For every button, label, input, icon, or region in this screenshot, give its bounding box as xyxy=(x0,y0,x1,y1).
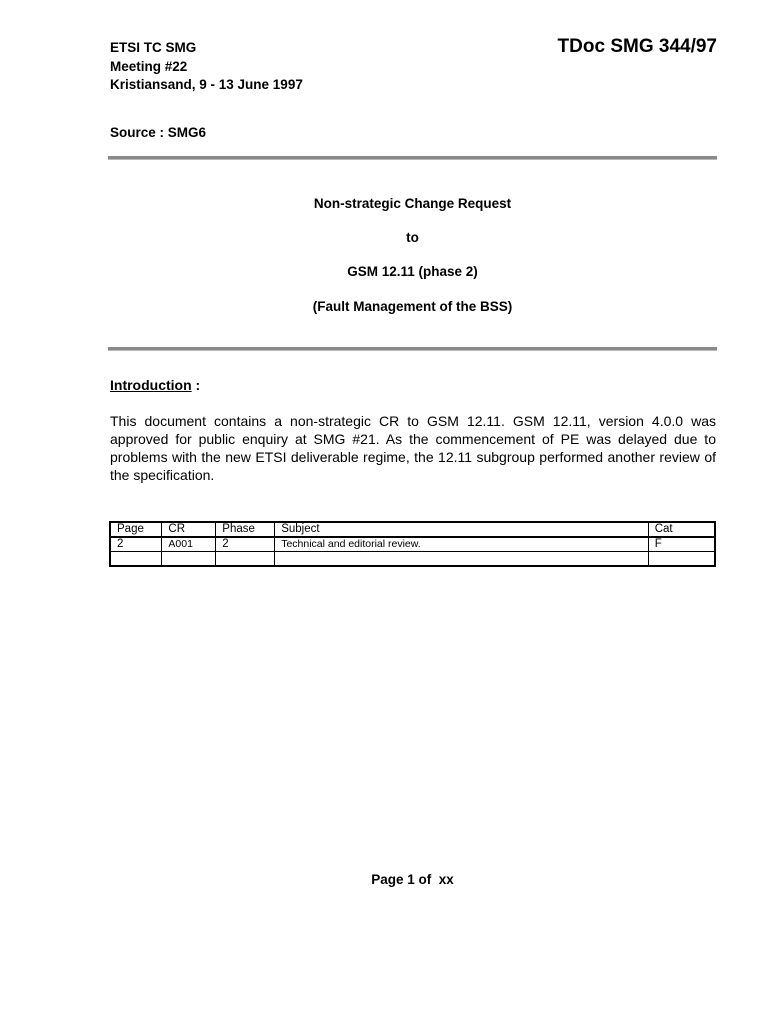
bottom-divider xyxy=(108,347,717,351)
cell-phase xyxy=(216,552,275,567)
cell-cr xyxy=(162,552,216,567)
title-line-1: Non-strategic Change Request xyxy=(313,196,512,211)
table-header-row xyxy=(110,522,715,537)
introduction-heading-text: Introduction xyxy=(110,377,192,393)
column-header-cat: Cat xyxy=(648,522,715,537)
introduction-body: This document contains a non-strategic CR to GSM 12.11. GSM 12.11, version 4.0.0 was approved for public enquiry at SMG #21. As the commencement of PE was delayed due to problems with the new ETSI deliverable regime, the 12.11 subgroup performed another review of the specification. xyxy=(110,413,716,483)
column-header-subject: Subject xyxy=(275,522,649,537)
cell-page: 2 xyxy=(110,537,162,552)
title-line-2: to xyxy=(406,230,419,245)
change-request-table xyxy=(109,521,716,567)
cell-page xyxy=(110,552,162,567)
cell-cat xyxy=(648,552,715,567)
table-row xyxy=(110,552,715,567)
column-header-phase: Phase xyxy=(216,522,275,537)
introduction-heading xyxy=(110,377,200,393)
page-number: Page 1 of xx xyxy=(371,872,454,887)
cell-cr: A001 xyxy=(162,537,216,552)
column-header-cr: CR xyxy=(162,522,216,537)
column-header-page: Page xyxy=(110,522,162,537)
title-line-4: (Fault Management of the BSS) xyxy=(312,299,513,314)
introduction-heading-colon: : xyxy=(191,377,201,393)
top-divider xyxy=(108,156,717,160)
cell-subject: Technical and editorial review. xyxy=(275,537,649,552)
organization: ETSI TC SMG xyxy=(110,40,197,55)
source: Source : SMG6 xyxy=(110,125,207,140)
title-line-3: GSM 12.11 (phase 2) xyxy=(347,264,478,279)
tdoc-number: TDoc SMG 344/97 xyxy=(557,36,717,57)
cell-cat: F xyxy=(648,537,715,552)
meeting-location-date: Kristiansand, 9 - 13 June 1997 xyxy=(110,77,303,92)
meeting-number: Meeting #22 xyxy=(110,59,188,74)
table-row xyxy=(110,537,715,552)
cell-subject xyxy=(275,552,649,567)
cell-phase: 2 xyxy=(216,537,275,552)
